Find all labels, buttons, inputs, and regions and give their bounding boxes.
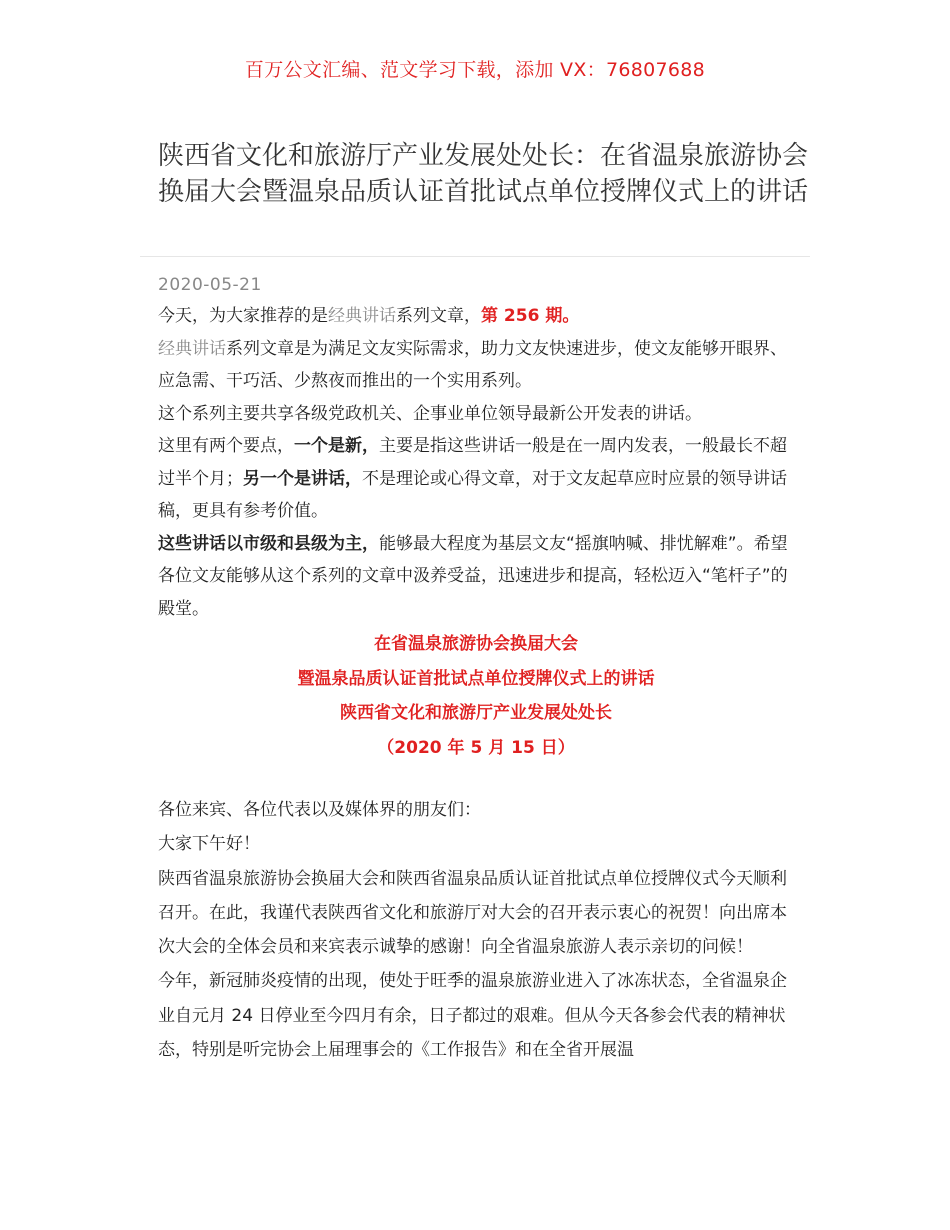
intro-paragraph-4: 这里有两个要点，一个是新，主要是指这些讲话一般是在一周内发表，一般最长不超过半个月；另一个是讲话，不是理论或心得文章，对于文友起草应时应景的领导讲话稿，更具有参考价值。 [158,436,787,521]
speech-heading-date: （2020 年 5 月 15 日） [377,737,575,758]
article-title: 陕西省文化和旅游厅产业发展处处长：在省温泉旅游协会换届大会暨温泉品质认证首批试点单位授牌仪式上的讲话 [158,141,809,207]
series-name: 经典讲话 [158,338,226,359]
watermark-banner: 百万公文汇编、范文学习下载，添加 VX：76807688 [244,59,706,81]
speech-body [158,793,794,1067]
title-divider [140,256,810,257]
speech-heading-line-3: 陕西省文化和旅游厅产业发展处处长 [340,703,612,723]
speech-heading-line-1: 在省温泉旅游协会换届大会 [374,634,578,654]
speech-paragraph-2: 今年，新冠肺炎疫情的出现，使处于旺季的温泉旅游业进入了冰冻状态，全省温泉企业自元月 24 日停业至今四月有余，日子都过的艰难。但从今天各参会代表的精神状态，特别是听完协会上届理事会的《工作报告》和在全省开展温 [158,971,787,1061]
intro-paragraph-1: 今天，为大家推荐的是经典讲话系列文章，第 256 期。 [158,306,580,326]
intro-paragraph-3: 这个系列主要共享各级党政机关、企事业单位领导最新公开发表的讲话。 [158,403,702,424]
intro-paragraph-5: 这些讲话以市级和县级为主，能够最大程度为基层文友“摇旗呐喊、排忧解难”。希望各位文友能够从这个系列的文章中汲养受益，迅速进步和提高，轻松迈入“笔杆子”的殿堂。 [158,533,788,619]
issue-number: 第 256 期。 [481,306,580,326]
speech-greeting: 各位来宾、各位代表以及媒体界的朋友们： [158,800,481,820]
publish-date: 2020-05-21 [158,275,262,295]
article-intro [158,300,794,765]
series-name: 经典讲话 [328,306,396,326]
speech-salutation: 大家下午好！ [158,834,260,855]
speech-heading-line-2: 暨温泉品质认证首批试点单位授牌仪式上的讲话 [297,668,655,689]
intro-paragraph-2: 经典讲话系列文章是为满足文友实际需求，助力文友快速进步，使文友能够开眼界、应急需、干巧活、少熬夜而推出的一个实用系列。 [158,338,787,391]
speech-heading [158,627,794,765]
speech-paragraph-1: 陕西省温泉旅游协会换届大会和陕西省温泉品质认证首批试点单位授牌仪式今天顺利召开。在此，我谨代表陕西省文化和旅游厅对大会的召开表示衷心的祝贺！向出席本次大会的全体会员和来宾表示诚挚的感谢！向全省温泉旅游人表示亲切的问候！ [158,868,787,958]
